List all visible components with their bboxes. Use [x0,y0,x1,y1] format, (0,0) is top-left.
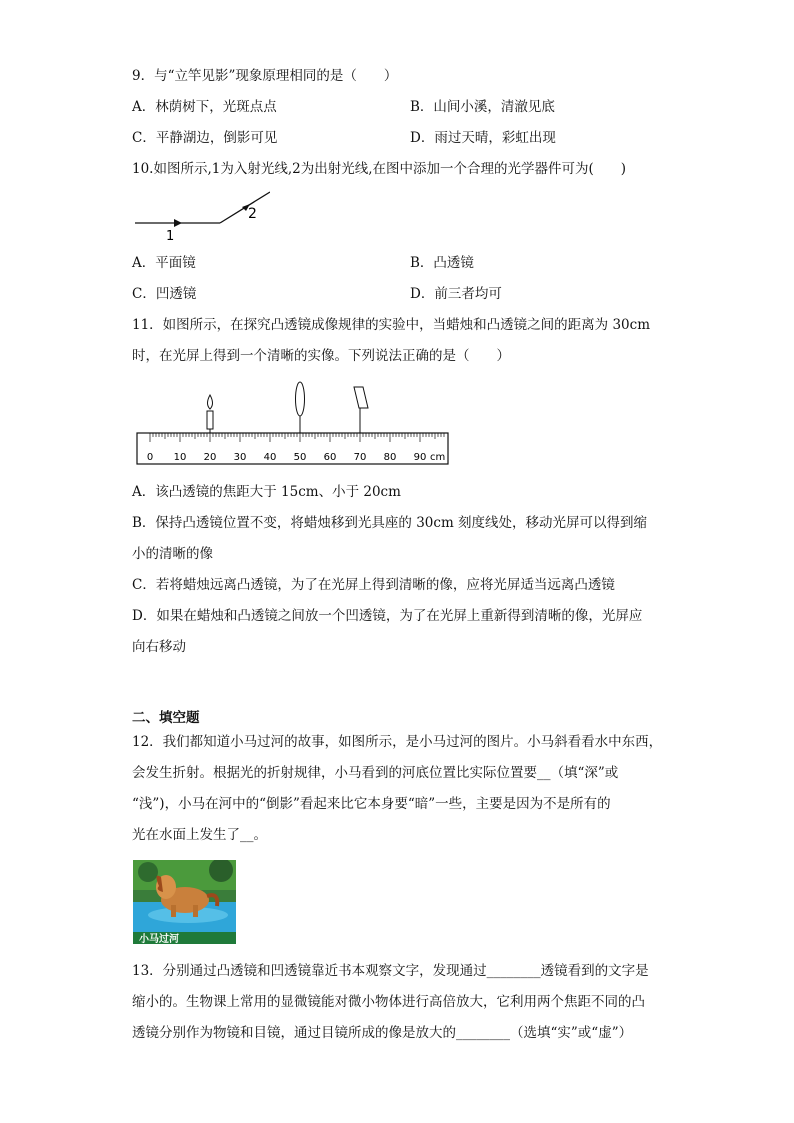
pony-crossing-river-image [133,860,236,944]
q11-option-c: C．若将蜡烛远离凸透镜，为了在光屏上得到清晰的像，应将光屏适当远离凸透镜 [132,577,615,593]
optical-bench-figure [135,380,455,468]
q12-line3: “浅”)，小马在河中的“倒影”看起来比它本身要“暗”一些，主要是因为不是所有的 [132,796,611,812]
q9-option-a: A．林荫树下，光斑点点 [132,99,277,115]
ray-label-1: 1 [166,229,175,244]
section-title-fill-in: 二、填空题 [132,710,200,726]
q11-stem-line2: 时，在光屏上得到一个清晰的实像。下列说法正确的是（ ） [132,348,510,364]
q13-line1: 13．分别通过凸透镜和凹透镜靠近书本观察文字，发现通过________透镜看到的文字是 [132,963,649,979]
ray-label-2: 2 [248,206,257,222]
q11-stem-line1: 11．如图所示，在探究凸透镜成像规律的实验中，当蜡烛和凸透镜之间的距离为 30cm [132,317,651,333]
ruler-tick-label: 90 [413,452,427,463]
q11-option-a: A．该凸透镜的焦距大于 15cm、小于 20cm [132,484,401,500]
pony-illustration [133,860,236,944]
light-screen [354,387,368,433]
ruler-tick-label: 60 [323,452,337,463]
q10-option-b: B．凸透镜 [410,255,474,271]
q9-option-b: B．山间小溪，清澈见底 [410,99,555,115]
q12-line2: 会发生折射。根据光的折射规律，小马看到的河底位置比实际位置要__（填“深”或 [132,765,619,781]
ruler-tick-label: 20 [203,452,217,463]
q13-line2: 缩小的。生物课上常用的显微镜能对微小物体进行高倍放大，它利用两个焦距不同的凸 [132,994,645,1010]
ruler-unit-label: cm [430,452,446,463]
ruler-tick-label: 30 [233,452,247,463]
q10-option-a: A．平面镜 [132,255,196,271]
q11-option-d-line2: 向右移动 [132,639,186,655]
q10-option-c: C．凹透镜 [132,286,197,302]
incident-ray-arrow [174,219,182,227]
q10-stem: 10.如图所示,1为入射光线,2为出射光线,在图中添加一个合理的光学器件可为( ) [132,161,627,177]
ruler-tick-label: 0 [146,452,154,463]
ruler-tick-label: 50 [293,452,307,463]
ruler-tick-label: 70 [353,452,367,463]
q9-option-d: D．雨过天晴，彩虹出现 [410,130,556,146]
ruler-tick-label: 10 [173,452,187,463]
ruler-tick-label: 80 [383,452,397,463]
q10-option-d: D．前三者均可 [410,286,502,302]
q11-option-b-line1: B．保持凸透镜位置不变，将蜡烛移到光具座的 30cm 刻度线处，移动光屏可以得到缩 [132,515,648,531]
q13-line3: 透镜分别作为物镜和目镜，通过目镜所成的像是放大的________（选填“实”或“虚”） [132,1025,633,1041]
q12-line1: 12．我们都知道小马过河的故事，如图所示，是小马过河的图片。小马斜看看水中东西， [132,734,663,750]
convex-lens [296,382,305,433]
ruler-tick-label: 40 [263,452,277,463]
q12-line4: 光在水面上发生了__。 [132,827,267,843]
q9-stem: 9．与“立竿见影”现象原理相同的是（ ） [132,68,398,84]
q9-option-c: C．平静湖边，倒影可见 [132,130,278,146]
image-caption: 小马过河 [139,934,179,944]
q10-light-ray-figure [130,190,270,245]
q11-option-d-line1: D．如果在蜡烛和凸透镜之间放一个凹透镜，为了在光屏上重新得到清晰的像，光屏应 [132,608,643,624]
candle [207,395,213,433]
q11-option-b-line2: 小的清晰的像 [132,546,213,562]
